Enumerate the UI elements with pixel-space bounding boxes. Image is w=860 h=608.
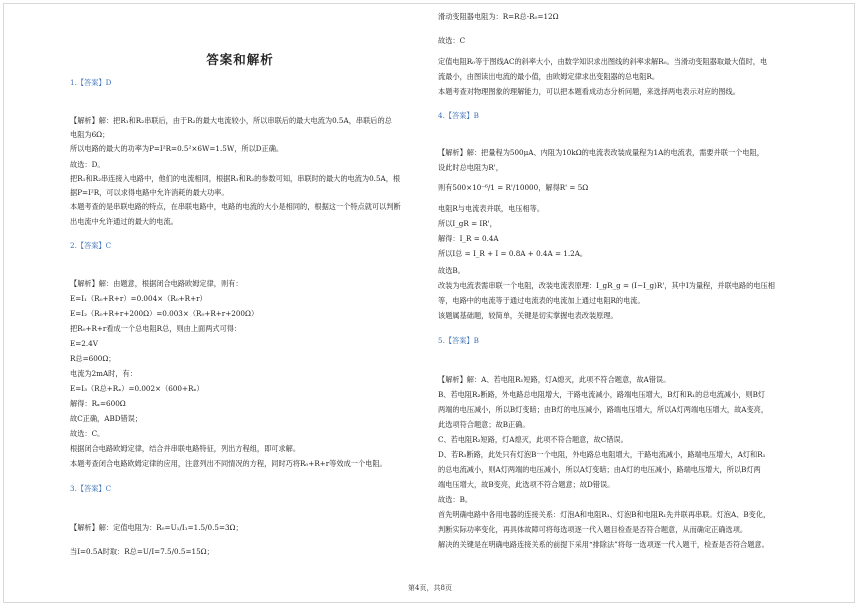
text-line: 本题考查闭合电路欧姆定律的应用，注意列出不同情况的方程，同时巧将R₀+R+r等效成一个电阻。 (70, 459, 387, 468)
text-line: 故选：C (438, 36, 466, 45)
text-line: 解决的关键是在明确电路连接关系的前提下采用“排除法”将每一选项逐一代入题干，检查是否符合题意。 (438, 540, 769, 549)
text-line: 首先明确电路中各用电器的连接关系：灯泡A和电阻R₁、灯泡B和电阻R₁先并联再串联。灯泡A、B变化， (438, 510, 771, 519)
text-line: 【解析】解：定值电阻为：R₀=U₁/I₁=1.5/0.5=3Ω； (70, 523, 243, 532)
text-line: E=I₃（R总+Rₓ）=0.002×（600+Rₓ） (70, 384, 204, 393)
text-line: 两端的电压减小，所以B灯变暗；由B灯的电压减小，路端电压增大，所以A灯两端电压增大，故A变亮， (438, 405, 769, 414)
text-line: 电阻为6Ω； (70, 130, 110, 139)
text-line: 把R₀+R+r看成一个总电阻R总，则由上面两式可得： (70, 324, 242, 333)
text-line: 流最小，由图读出电流的最小值，由欧姆定律求出变阻器的总电阻R。 (438, 72, 660, 81)
text-line: 故选：B。 (438, 495, 473, 504)
text-line: 【解析】解：A、若电阻R₁短路，灯A熄灭，此项不符合题意，故A错误。 (438, 375, 671, 384)
text-line: 【解析】解：把量程为500μA、内阻为10kΩ的电流表改装成量程为1A的电流表，需要并联一个电阻， (438, 148, 764, 157)
text-line: 故选：D。 (70, 160, 105, 169)
page-title: 答案和解析 (206, 52, 274, 67)
text-line: E=I₁（R₀+R+r）=0.004×（R₀+R+r） (70, 294, 207, 303)
text-line: 本题考查对物理图象的理解能力，可以把本题看成动态分析问题，来选择两电表示对应的图线。 (438, 87, 740, 96)
text-line: 故选B。 (438, 266, 465, 275)
text-line: 设此时总电阻为R'， (438, 163, 503, 172)
text-line: E=I₂（R₀+R+r+200Ω）=0.003×（R₀+R+r+200Ω） (70, 309, 259, 318)
text-line: 所以I_gR = IR'， (438, 219, 497, 228)
text-line: 的总电流减小，则A灯两端的电压减小，所以A灯变暗；由A灯的电压减小，路端电压增大，所以B灯两 (438, 465, 761, 474)
answer-heading: 5.【答案】B (438, 336, 479, 345)
text-line: B、若电阻R₂断路，外电路总电阻增大，干路电流减小，路端电压增大，B灯和R₁的总电流减小，则B灯 (438, 390, 766, 399)
text-line: 据P=I²R，可以求得电路中允许消耗的最大功率。 (70, 188, 229, 197)
text-line: 则有500×10⁻⁶/1 = R'/10000，解得R' = 5Ω (438, 183, 589, 192)
text-line: 定值电阻R₀等于图线AC的斜率大小，由数学知识求出图线的斜率求解R₀。当滑动变阻器取最大值时，电 (438, 57, 768, 66)
text-line: E=2.4V (70, 339, 98, 348)
text-line: 当I=0.5A时取：R总=U/I=7.5/0.5=15Ω； (70, 547, 214, 556)
text-line: 电阻R与电流表并联，电压相等。 (438, 204, 545, 213)
text-line: 本题考查的是串联电路的特点，在串联电路中，电路的电流的大小是相同的，根据这一个特点就可以判断 (70, 202, 401, 211)
text-line: 判断实际功率变化，再具体故障可将每选项逐一代入题目检查是否符合题意，从而确定正确选项。 (438, 525, 748, 534)
text-line: 【解析】解：由题意，根据闭合电路欧姆定律，则有： (70, 279, 243, 288)
text-line: 电流为2mA时，有： (70, 369, 137, 378)
text-line: 所以I总 = I_R + I = 0.8A + 0.4A = 1.2A。 (438, 249, 588, 258)
answer-heading: 3.【答案】C (70, 484, 112, 493)
text-line: 该题属基础题，较简单，关键是切实掌握电表改装原理。 (438, 311, 618, 320)
text-line: 故C正确，ABD错误； (70, 414, 143, 423)
answer-heading: 4.【答案】B (438, 111, 479, 120)
text-line: 解得：Rₓ=600Ω (70, 399, 126, 408)
text-line: 此选项符合题意；故B正确。 (438, 420, 530, 429)
text-line: R总=600Ω； (70, 354, 116, 363)
text-line: 故选：C。 (70, 429, 105, 438)
text-line: 滑动变阻器电阻为：R=R总-R₀=12Ω (438, 12, 559, 21)
text-line: 所以电路的最大的功率为P=I²R=0.5²×6W=1.5W，所以D正确。 (70, 144, 284, 153)
text-line: 端电压增大，故B变亮，此选项不符合题意；故D错误。 (438, 480, 615, 489)
text-line: 改装为电流表需串联一个电阻，改装电流表原理：I_gR_g = (I−I_g)R'，其中I为量程，并联电路的电压相 (438, 281, 775, 290)
text-line: 【解析】解：把R₁和R₂串联后，由于R₂的最大电流较小，所以串联后的最大电流为0.5A，串联后的总 (70, 116, 392, 125)
text-line: D、若R₃断路，此处只有灯泡B一个电阻，外电路总电阻增大，干路电流减小，路端电压增大，A灯和R₁ (438, 450, 766, 459)
answer-heading: 2.【答案】C (70, 241, 112, 250)
text-line: 解得：I_R = 0.4A (438, 234, 499, 243)
page-footer: 第4页，共8页 (408, 584, 452, 592)
text-line: 出电流中允许通过的最大的电流。 (70, 217, 178, 226)
answer-heading: 1.【答案】D (70, 78, 112, 87)
text-line: 把R₁和R₂串连接入电路中，他们的电流相同，根据R₁和R₂的参数可知，串联时的最大的电流为0.5A，根 (70, 174, 401, 183)
text-line: 根据闭合电路欧姆定律，结合并串联电路特征，列出方程组，即可求解。 (70, 444, 301, 453)
text-line: C、若电阻R₂短路，灯A熄灭，此项不符合题意，故C错误。 (438, 435, 628, 444)
text-line: 等，电路中的电流等于通过电流表的电流加上通过电阻R的电流。 (438, 296, 645, 305)
